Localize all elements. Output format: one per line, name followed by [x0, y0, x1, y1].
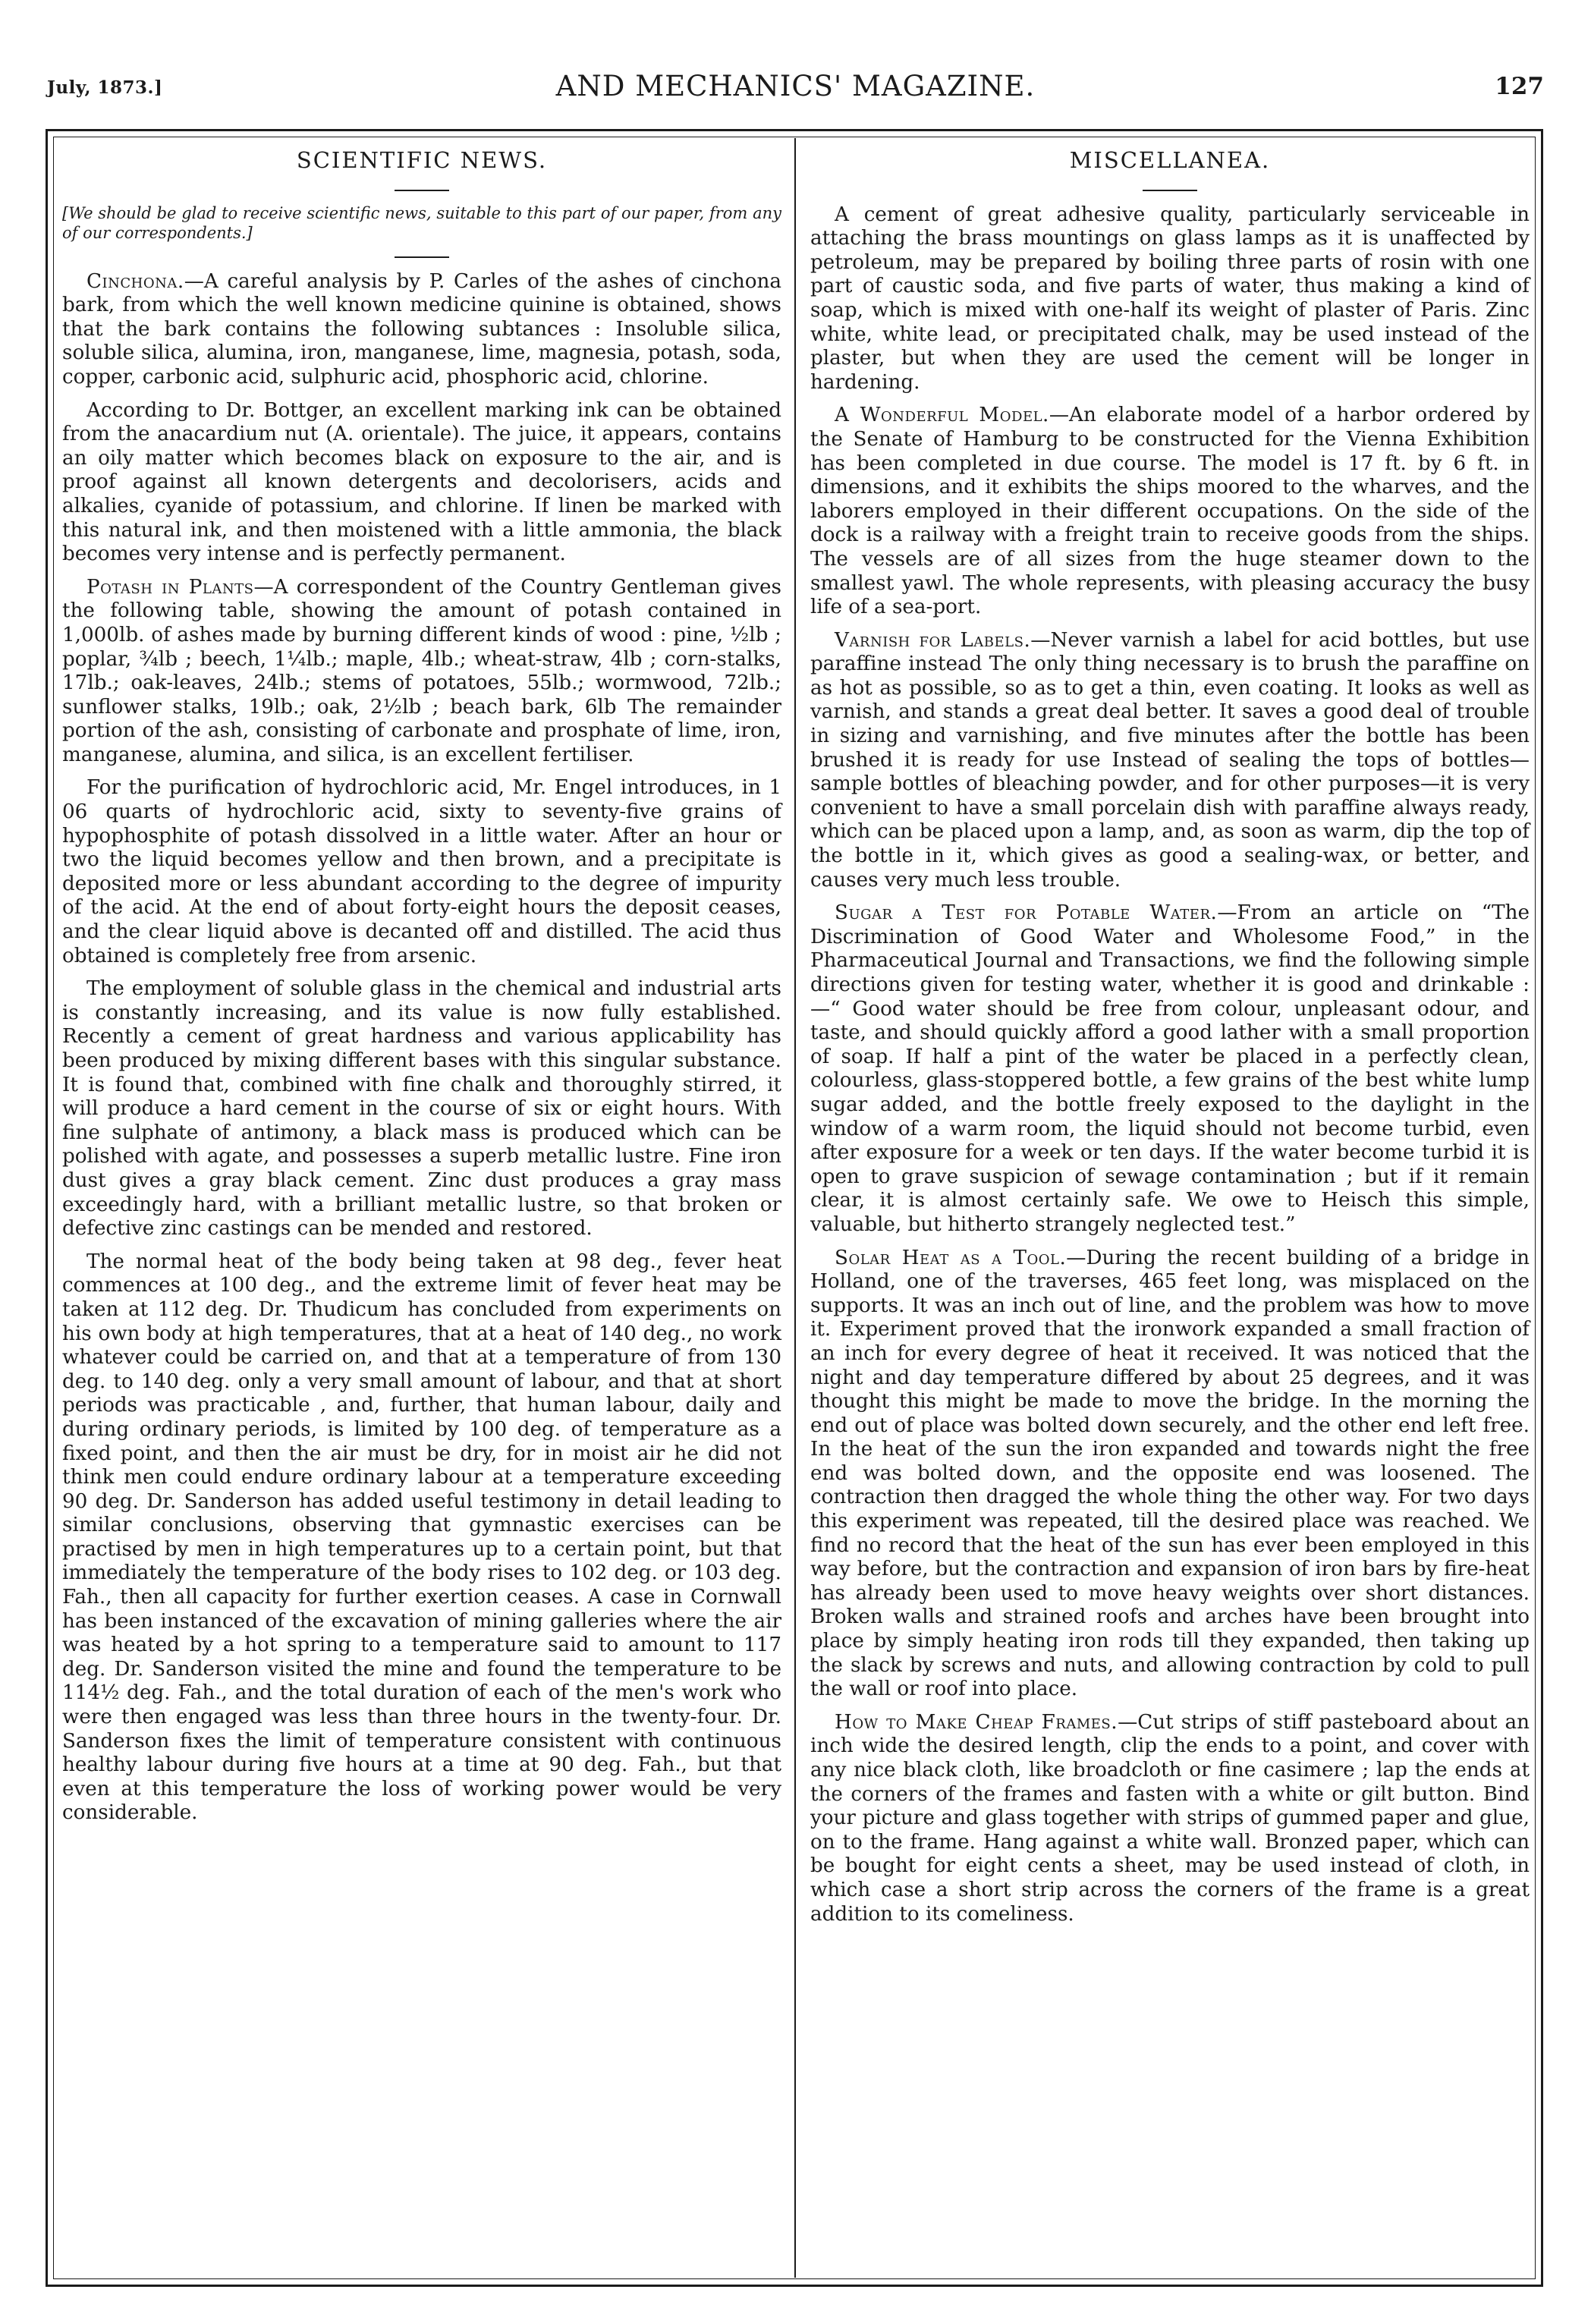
issue-date: July, 1873.] [47, 77, 163, 98]
article-cinchona [62, 270, 781, 390]
article-text: The employment of soluble glass in the chemical and industrial arts is constantly increasing, and its value is now fully established. Recently a cement of great hardness and various applicability has been produced by mixing different bases with this singular substance. It is found that, combined with fine chalk and thoroughly stirred, it will produce a hard cement in the course of six or eight hours. With fine sulphate of antimony, a black mass is produced which can be polished with agate, and possesses a superb metallic lustre. Fine iron dust gives a gray black cement. Zinc dust produces a gray mass exceedingly hard, with a brilliant metallic lustre, so that broken or defective zinc castings can be mended and restored. [62, 977, 781, 1241]
article-lead: Potash in Plants [86, 575, 254, 599]
heading-rule [1143, 190, 1197, 191]
article-text: The normal heat of the body being taken at 98 deg., fever heat commences at 100 deg., and the extreme limit of fever heat may be taken at 112 deg. Dr. Thudicum has concluded from experiments on his own body at high temperatures, that at a heat of 140 deg., no work whatever could be carried on, and that at a temperature of from 130 deg. to 140 deg. only a very small amount of labour, and that at short periods was practicable , and, further, that human labour, daily and during ordinary periods, is limited by 100 deg. of temperature as a fixed point, and then the air must be dry, for in moist air he did not think men could endure ordinary labour at a temperature exceeding 90 deg. Dr. Sanderson has added useful testimony in detail leading to similar conclusions, observing that gymnastic exercises can be practised by men in high temperatures up to a certain point, but that immediately the temperature of the body rises to 102 deg. or 103 deg. Fah., then all capacity for further exertion ceases. A case in Cornwall has been instanced of the excavation of mining galleries where the air was heated by a hot spring to a temperature said to amount to 117 deg. Dr. Sanderson visited the mine and found the temperature to be 114½ deg. Fah., and the total duration of each of the men's work who were then engaged was less than three hours in the twenty-four. Dr. Sanderson fixes the limit of temperature consistent with continuous healthy labour during five hours at a time at 90 deg. Fah., but that even at this temperature the loss of working power would be very considerable. [62, 1250, 781, 1825]
column-divider [794, 138, 796, 2278]
running-head [47, 70, 1544, 108]
article-wonderful-model [810, 404, 1530, 619]
editor-note-block [62, 203, 781, 258]
article-text: —From an article on “The Discrimination of Good Water and Wholesome Food,” in the Pharmaceutical Journal and Transactions, we find the following simple directions given for testing water, whether it is good and drinkable :—“ Good water should be free from colour, unpleasant odour, and taste, and should quickly afford a good lather with a small proportion of soap. If half a pint of the water be placed in a perfectly clean, colourless, glass-stoppered bottle, a few grains of the best white lump sugar added, and the bottle freely exposed to the daylight in the window of a warm room, the liquid should not become turbid, even after exposure for a week or ten days. If the water become turbid it is open to grave suspicion of sewage contamination ; but if it remain clear, it is almost certainly safe. We owe to Heisch this simple, valuable, but hitherto strangely neglected test.” [810, 901, 1530, 1236]
article-lead: Sugar a Test for Potable Water. [835, 901, 1218, 925]
article-text: —A correspondent of the Country Gentleman gives the following table, showing the amount of potash contained in 1,000lb. of ashes made by burning different kinds of wood : pine, ½lb ; poplar, ¾lb ; beech, 1¼lb.; maple, 4lb.; wheat-straw, 4lb ; corn-stalks, 17lb.; oak-leaves, 24lb.; stems of potatoes, 55lb.; wormwood, 72lb.; sunflower stalks, 19lb.; oak, 2½lb ; beach bark, 6lb The remainder portion of the ash, consisting of carbonate and prosphate of lime, iron, manganese, alumina, and silica, is an excellent fertiliser. [62, 575, 781, 766]
page-number: 127 [1495, 73, 1544, 100]
article-cheap-frames [810, 1711, 1530, 1926]
heading-rule [395, 190, 449, 191]
article-body-heat [62, 1250, 781, 1826]
article-lead: Cinchona. [86, 269, 184, 293]
article-hydrochloric-acid [62, 776, 781, 968]
article-soluble-glass [62, 977, 781, 1241]
article-solar-heat [810, 1247, 1530, 1702]
article-text: —An elaborate model of a harbor ordered by the Senate of Hamburg to be constructed for the Vienna Exhibition has been completed in due course. The model is 17 ft. by 6 ft. in dimensions, and it exhibits the ships moored to the wharves, and the laborers employed in their different occupations. On the side of the dock is a railway with a freight train to receive goods from the ships. The vessels are of all sizes from the huge steamer down to the smallest yawl. The whole represents, with pleasing accuracy the busy life of a sea-port. [810, 404, 1530, 619]
article-lead: Solar Heat as a Tool. [835, 1246, 1067, 1269]
article-text: —A careful analysis by P. Carles of the ashes of cinchona bark, from which the well known medicine quinine is obtained, shows that the bark contains the following subtances : Insoluble silica, soluble silica, alumina, iron, manganese, lime, magnesia, potash, soda, copper, carbonic acid, sulphuric acid, phosphoric acid, chlorine. [62, 269, 781, 388]
article-sugar-test [810, 901, 1530, 1237]
article-lead: How to Make Cheap Frames. [835, 1710, 1118, 1734]
article-text: —During the recent building of a bridge in Holland, one of the traverses, 465 feet long, was misplaced on the supports. It was an inch out of line, and the problem was how to move it. Experiment proved that the ironwork expanded a small fraction of an inch for every degree of heat it received. It was noticed that the night and day temperature differed by about 25 degrees, and it was thought this might be made to move the bridge. In the morning the end out of place was bolted down securely, and the other end left free. In the heat of the sun the iron expanded and towards night the free end was bolted down, and the opposite end was loosened. The contraction then dragged the whole thing the other way. For two days this experiment was repeated, till the desired place was reached. We find no record that the heat of the sun has ever been employed in this way before, but the contraction and expansion of iron bars by fire-heat has already been used to move heavy weights over short distances. Broken walls and strained roofs and arches have been brought into place by simply heating iron rods till they expanded, then taking up the slack by screws and nuts, and allowing contraction by cold to pull the wall or roof into place. [810, 1246, 1530, 1701]
article-marking-ink [62, 399, 781, 567]
article-lead: Varnish for Labels. [835, 628, 1031, 652]
miscellanea-column [810, 149, 1530, 1936]
editor-note: [We should be glad to receive scientific news, suitable to this part of our paper, from any of our correspondents.] [62, 203, 781, 242]
scientific-news-column [62, 149, 781, 1835]
article-cement [810, 203, 1530, 395]
article-lead: A Wonderful Model. [835, 404, 1049, 427]
article-potash-in-plants [62, 576, 781, 768]
article-text: —Cut strips of stiff pasteboard about an inch wide the desired length, clip the ends to a point, and cover with any nice black cloth, like broadcloth or fine casimere ; lap the ends at the corners of the frames and fasten with a white or gilt button. Bind your picture and glass together with strips of gummed paper and glue, on to the frame. Hang against a white wall. Bronzed paper, which can be bought for eight cents a sheet, may be used instead of cloth, in which case a short strip across the corners of the frame is a great addition to its comeliness. [810, 1710, 1530, 1926]
scientific-news-heading: SCIENTIFIC NEWS. [296, 147, 548, 173]
article-text: For the purification of hydrochloric acid, Mr. Engel introduces, in 1 06 quarts of hydrochloric acid, sixty to seventy-five grains of hypophosphite of potash dissolved in a little water. After an hour or two the liquid becomes yellow and then brown, and a precipitate is deposited more or less abundant according to the degree of impurity of the acid. At the end of about forty-eight hours the deposit ceases, and the clear liquid above is decanted off and distilled. The acid thus obtained is completely free from arsenic. [62, 776, 781, 967]
magazine-title: AND MECHANICS' MAGAZINE. [555, 70, 1036, 102]
miscellanea-heading: MISCELLANEA. [1069, 147, 1271, 173]
article-text: —Never varnish a label for acid bottles, but use paraffine instead The only thing necessary is to brush the paraffine on as hot as possible, so as to get a thin, even coating. It looks as well as varnish, and stands a great deal better. It saves a good deal of trouble in sizing and varnishing, and five minutes after the bottle has been brushed it is ready for use Instead of sealing the tops of bottles—sample bottles of bleaching powder, and for other purposes—it is very convenient to have a small porcelain dish with paraffine always ready, which can be placed upon a lamp, and, as soon as warm, dip the top of the bottle in it, which gives as good a sealing-wax, or better, and causes very much less trouble. [810, 628, 1530, 892]
article-varnish-labels [810, 629, 1530, 893]
note-rule [395, 256, 449, 258]
article-text: According to Dr. Bottger, an excellent marking ink can be obtained from the anacardium nut (A. orientale). The juice, it appears, contains an oily matter which becomes black on exposure to the air, and is proof against all known detergents and decolorisers, acids and alkalies, cyanide of potassium, and chlorine. If linen be marked with this natural ink, and then moistened with a little ammonia, the black becomes very intense and is perfectly permanent. [62, 398, 781, 566]
article-text: A cement of great adhesive quality, particularly serviceable in attaching the brass mountings on glass lamps as it is unaffected by petroleum, may be prepared by boiling three parts of rosin with one part of caustic soda, and five parts of water, thus making a kind of soap, which is mixed with one-half its weight of plaster of Paris. Zinc white, white lead, or precipitated chalk, may be used instead of the plaster, but when they are used the cement will be longer in hardening. [810, 203, 1530, 394]
